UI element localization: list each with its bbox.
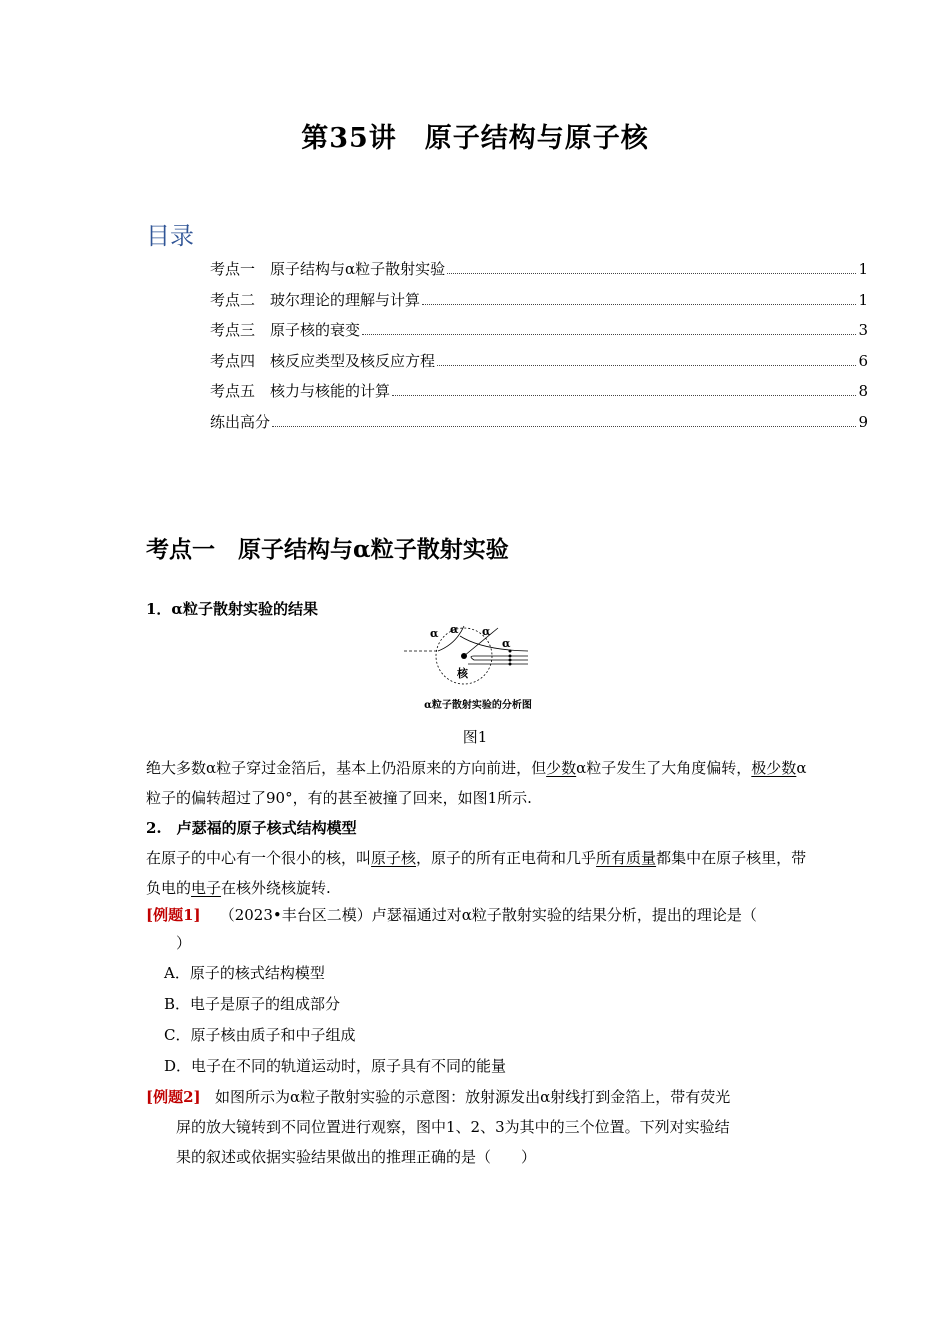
toc-dot-leader <box>362 334 856 335</box>
example1-stem-end: ） <box>176 934 192 952</box>
example1-option-c[interactable]: C．原子核由质子和中子组成 <box>164 1026 356 1044</box>
toc-entry[interactable] <box>210 319 868 350</box>
alpha-label: α <box>502 637 511 650</box>
point2-paragraph <box>146 843 810 903</box>
example1-option-b[interactable]: B．电子是原子的组成部分 <box>164 995 341 1013</box>
toc-entry-label: 考点五 核力与核能的计算 <box>210 382 391 401</box>
toc-entry-page: 8 <box>858 382 868 401</box>
text-run: ，原子的所有正电荷和几乎 <box>416 849 597 867</box>
toc-entry-label: 练出高分 <box>210 412 271 431</box>
toc-entry-label: 考点一 原子结构与α粒子散射实验 <box>210 260 446 278</box>
toc-entry[interactable] <box>210 289 868 320</box>
figure-caption: 图1 <box>462 728 488 746</box>
example-tag: [例题2] <box>146 1088 201 1106</box>
example-stem-text: （2023•丰台区二模）卢瑟福通过对α粒子散射实验的结果分析，提出的理论是（ <box>219 906 757 924</box>
toc-entry[interactable] <box>210 258 868 289</box>
section-heading: 考点一 原子结构与α粒子散射实验 <box>146 536 509 563</box>
example1-stem <box>146 900 810 930</box>
underlined-term: 极少数 <box>751 759 797 777</box>
example-stem-text: 如图所示为α粒子散射实验的示意图：放射源发出α射线打到金箔上，带有荧光 <box>214 1088 731 1106</box>
point1-paragraph <box>146 753 810 813</box>
example2-line1 <box>146 1082 810 1112</box>
text-run: 在原子的中心有一个很小的核，叫 <box>146 849 372 867</box>
example2-line2: 屏的放大镜转到不同位置进行观察，图中1、2、3为其中的三个位置。下列对实验结 <box>176 1118 730 1136</box>
underlined-term: 所有质量 <box>596 849 657 867</box>
example2-line3: 果的叙述或依据实验结果做出的推理正确的是（ ） <box>176 1148 537 1166</box>
example1-option-d[interactable]: D．电子在不同的轨道运动时，原子具有不同的能量 <box>164 1057 507 1075</box>
toc-dot-leader <box>272 426 856 427</box>
alpha-label: α <box>450 623 459 636</box>
alpha-label: α <box>482 625 491 638</box>
toc-entry-page: 6 <box>858 351 868 370</box>
toc-heading: 目录 <box>146 222 194 250</box>
toc-entry[interactable] <box>210 411 868 442</box>
table-of-contents <box>210 258 868 442</box>
toc-entry-page: 3 <box>858 321 868 340</box>
point2-title: 2. 卢瑟福的原子核式结构模型 <box>146 819 357 837</box>
toc-dot-leader <box>422 304 856 305</box>
toc-dot-leader <box>437 365 856 366</box>
text-run: 在核外绕核旋转. <box>221 879 331 897</box>
toc-dot-leader <box>447 273 856 274</box>
underlined-term: 少数 <box>546 759 577 777</box>
toc-entry-label: 考点三 原子核的衰变 <box>210 321 361 340</box>
text-run: 绝大多数α粒子穿过金箔后，基本上仍沿原来的方向前进，但 <box>146 759 547 777</box>
example1-option-a[interactable]: A．原子的核式结构模型 <box>164 964 325 982</box>
toc-dot-leader <box>392 395 856 396</box>
toc-entry[interactable] <box>210 350 868 381</box>
nucleus-label: 核 <box>457 667 468 680</box>
toc-entry-label: 考点二 玻尔理论的理解与计算 <box>210 290 421 309</box>
text-run: α粒子发生了大角度偏转， <box>576 759 752 777</box>
alpha-label: α <box>430 627 439 640</box>
toc-entry-page: 1 <box>858 290 868 309</box>
alpha-scattering-figure <box>398 620 558 718</box>
toc-entry-label: 考点四 核反应类型及核反应方程 <box>210 351 436 370</box>
page-title: 第35讲 原子结构与原子核 <box>301 123 649 154</box>
toc-entry[interactable] <box>210 380 868 411</box>
text-run: 都集中在原子核里，带负电的 <box>146 849 807 897</box>
point1-title: 1．α粒子散射实验的结果 <box>146 600 318 618</box>
underlined-term: 原子核 <box>371 849 417 867</box>
toc-entry-page: 9 <box>858 412 868 431</box>
figure-inner-caption: α粒子散射实验的分析图 <box>424 700 532 711</box>
text-run: α粒子的偏转超过了90°，有的甚至被撞了回来，如图1所示. <box>146 759 807 807</box>
example-tag: [例题1] <box>146 906 201 924</box>
underlined-term: 电子 <box>191 879 222 897</box>
toc-entry-page: 1 <box>858 260 868 278</box>
